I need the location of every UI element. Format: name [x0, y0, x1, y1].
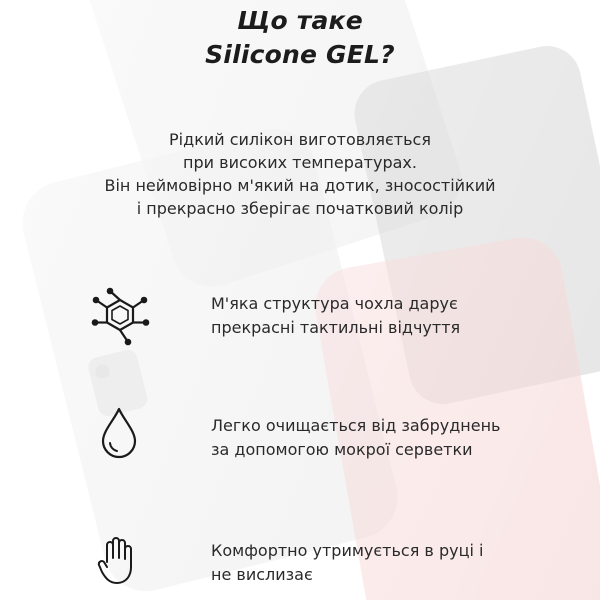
intro-line: Він неймовірно м'який на дотик, зносостійкий [104, 176, 496, 195]
feature-soft-structure [211, 292, 460, 340]
intro-line: при високих температурах. [183, 153, 417, 172]
molecule-structure-icon [88, 286, 152, 348]
intro-line: і прекрасно зберігає початковий колір [136, 199, 464, 218]
feature-line: за допомогою мокрої серветки [211, 440, 473, 459]
feature-easy-clean [211, 414, 500, 462]
feature-line: не вислизає [211, 565, 313, 584]
feature-line: Комфортно утримується в руці і [211, 541, 484, 560]
water-drop-icon [98, 406, 140, 460]
intro-line: Рідкий силікон виготовляється [169, 130, 431, 149]
feature-comfortable-grip [211, 539, 483, 587]
feature-line: М'яка структура чохла дарує [211, 294, 458, 313]
heading-line-1: Що таке [237, 6, 363, 35]
hand-icon [96, 536, 136, 586]
feature-line: Легко очищається від забруднень [211, 416, 501, 435]
heading-line-2: Silicone GEL? [205, 40, 395, 69]
feature-line: прекрасні тактильні відчуття [211, 318, 461, 337]
intro-paragraph [0, 128, 600, 220]
